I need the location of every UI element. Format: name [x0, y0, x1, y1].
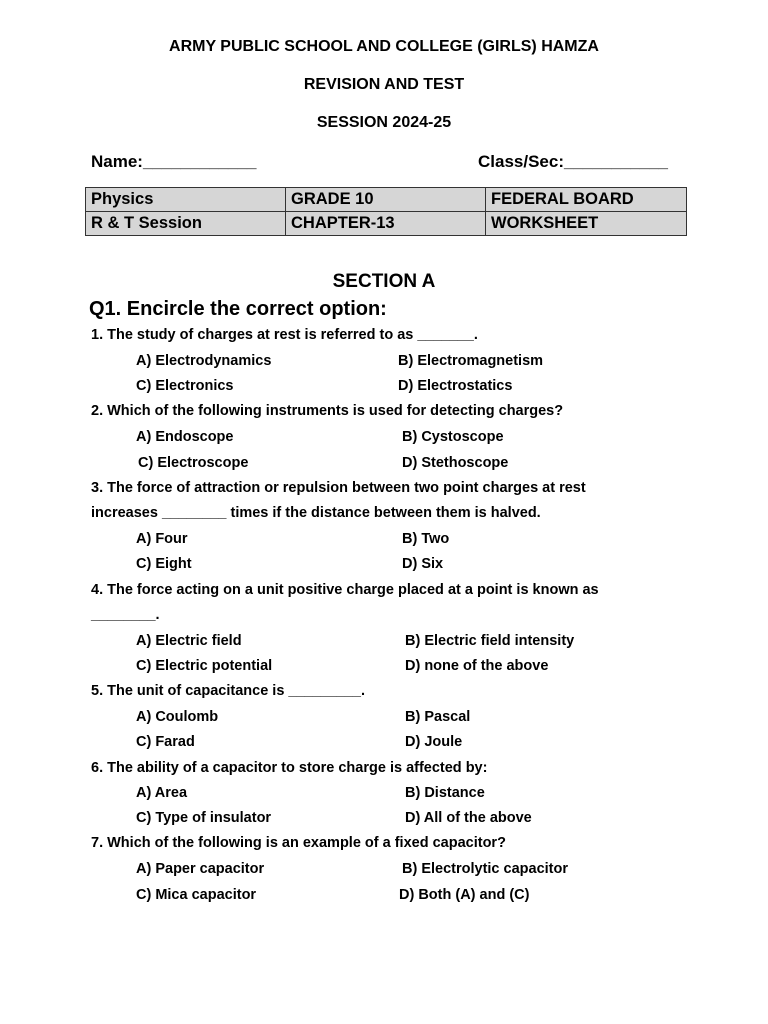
q1-title: Q1. Encircle the correct option:: [89, 298, 387, 320]
option-c[interactable]: C) Eight: [136, 556, 192, 572]
info-cell: CHAPTER-13: [286, 212, 486, 236]
info-row: [86, 188, 687, 212]
info-cell: R & T Session: [86, 212, 286, 236]
option-d[interactable]: D) Stethoscope: [402, 455, 509, 471]
option-c[interactable]: C) Electroscope: [138, 455, 249, 471]
question-text: 6. The ability of a capacitor to store charge is affected by:: [91, 760, 488, 776]
option-d[interactable]: D) Six: [402, 556, 444, 572]
question-text: 7. Which of the following is an example of a fixed capacitor?: [91, 835, 506, 851]
test-title: REVISION AND TEST: [303, 76, 465, 93]
option-c[interactable]: C) Electronics: [136, 378, 234, 394]
option-c[interactable]: C) Farad: [136, 734, 195, 750]
option-b[interactable]: B) Two: [402, 531, 450, 547]
class-section-field-label: Class/Sec:___________: [478, 152, 668, 171]
question-text: 3. The force of attraction or repulsion between two point charges at rest: [91, 480, 586, 496]
name-field-label: Name:____________: [91, 152, 257, 171]
info-cell: WORKSHEET: [486, 212, 687, 236]
option-c[interactable]: C) Mica capacitor: [136, 887, 257, 903]
option-b[interactable]: B) Cystoscope: [402, 429, 504, 445]
info-cell: GRADE 10: [286, 188, 486, 212]
option-d[interactable]: D) none of the above: [405, 658, 549, 674]
section-title: SECTION A: [332, 271, 436, 292]
option-b[interactable]: B) Pascal: [405, 709, 471, 725]
option-d[interactable]: D) Both (A) and (C): [399, 887, 530, 903]
info-cell: Physics: [86, 188, 286, 212]
info-row: [86, 212, 687, 236]
option-d[interactable]: D) All of the above: [405, 810, 532, 826]
option-c[interactable]: C) Type of insulator: [136, 810, 272, 826]
question-text: 5. The unit of capacitance is _________.: [91, 683, 366, 699]
option-b[interactable]: B) Electrolytic capacitor: [402, 861, 568, 877]
option-a[interactable]: A) Electrodynamics: [136, 353, 272, 369]
option-d[interactable]: D) Electrostatics: [398, 378, 513, 394]
session-title: SESSION 2024-25: [316, 114, 452, 131]
option-a[interactable]: A) Area: [136, 785, 188, 801]
info-cell: FEDERAL BOARD: [486, 188, 687, 212]
option-a[interactable]: A) Electric field: [136, 633, 242, 649]
school-name: ARMY PUBLIC SCHOOL AND COLLEGE (GIRLS) HAMZA: [169, 38, 599, 55]
question-text-continued: ________.: [91, 607, 160, 623]
option-a[interactable]: A) Coulomb: [136, 709, 219, 725]
question-text: 4. The force acting on a unit positive charge placed at a point is known as: [91, 582, 599, 598]
option-b[interactable]: B) Distance: [405, 785, 485, 801]
question-text: 2. Which of the following instruments is used for detecting charges?: [91, 403, 564, 419]
option-a[interactable]: A) Endoscope: [136, 429, 234, 445]
option-a[interactable]: A) Paper capacitor: [136, 861, 265, 877]
info-table: [85, 187, 687, 236]
question-text: 1. The study of charges at rest is referred to as _______.: [91, 327, 478, 343]
option-c[interactable]: C) Electric potential: [136, 658, 273, 674]
option-d[interactable]: D) Joule: [405, 734, 463, 750]
question-text-continued: increases ________ times if the distance between them is halved.: [91, 505, 541, 521]
option-b[interactable]: B) Electromagnetism: [398, 353, 544, 369]
option-a[interactable]: A) Four: [136, 531, 188, 547]
option-b[interactable]: B) Electric field intensity: [405, 633, 575, 649]
